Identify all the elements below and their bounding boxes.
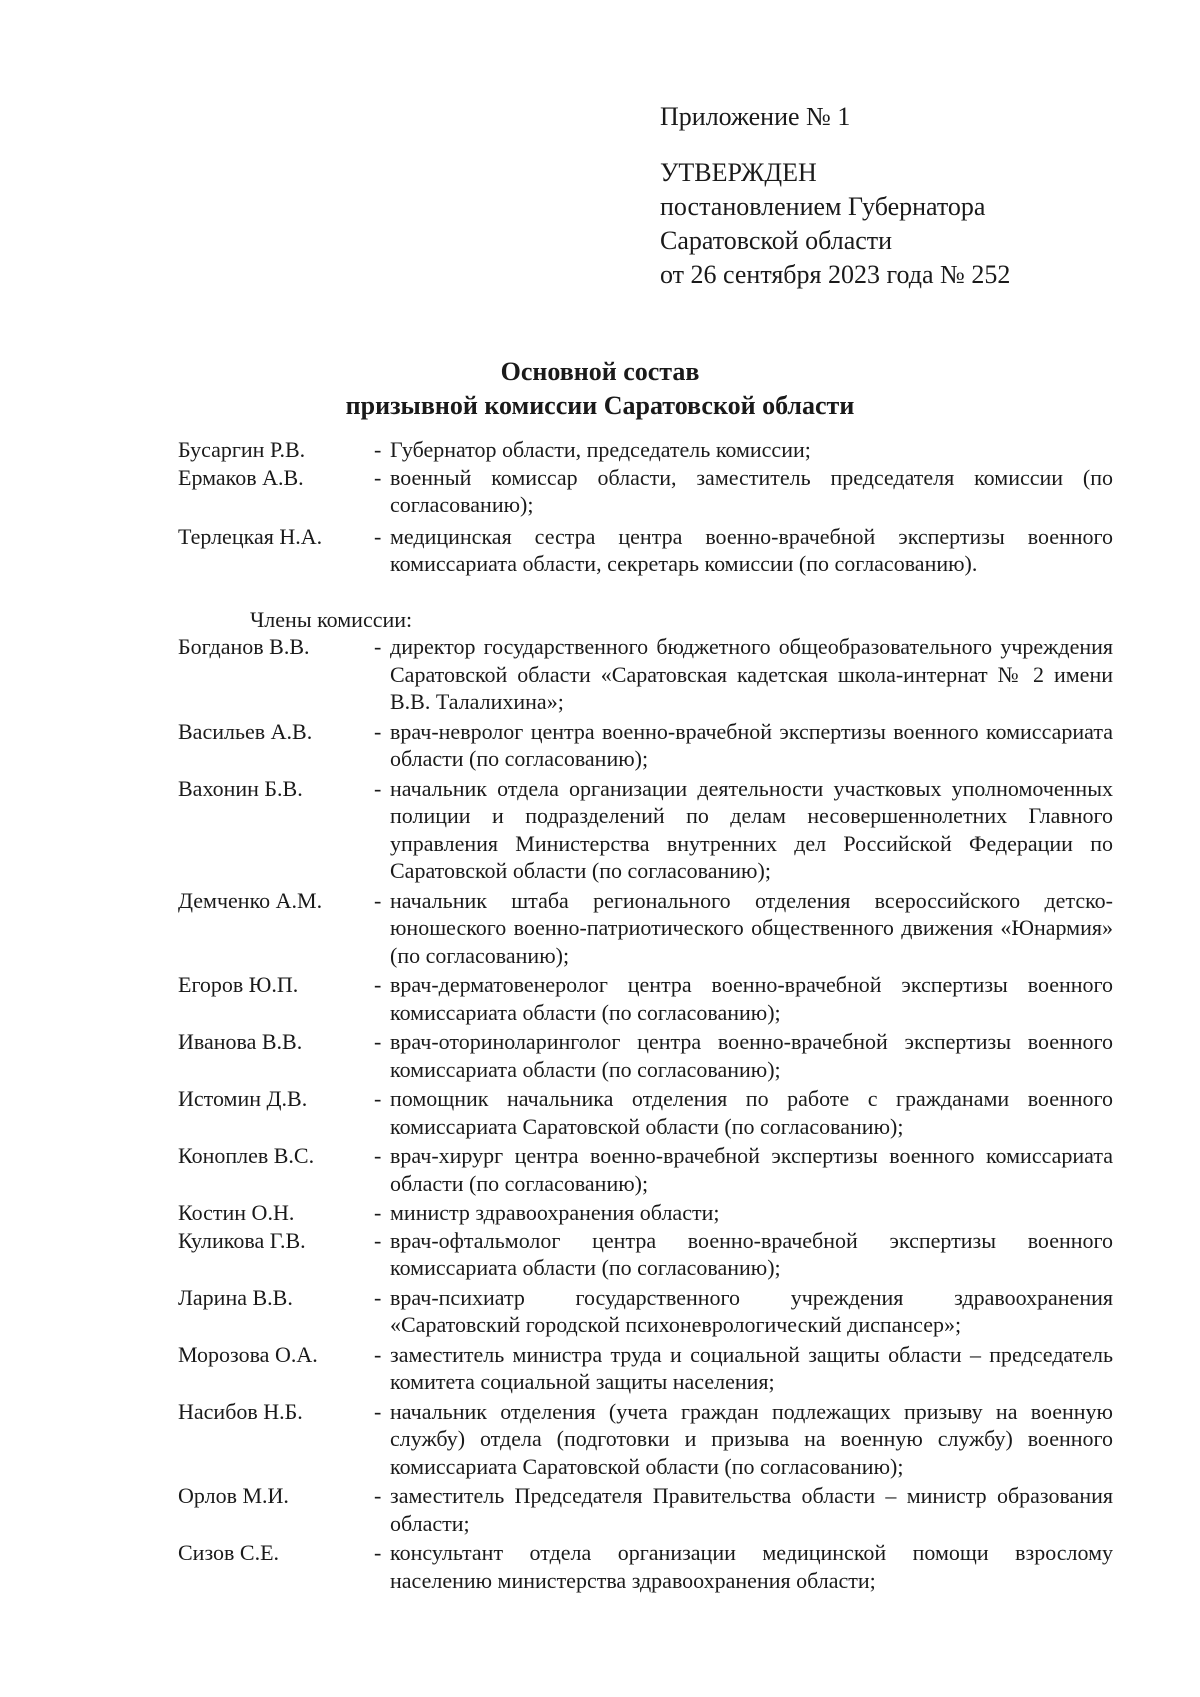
list-item xyxy=(178,1199,1113,1227)
list-item xyxy=(178,971,1113,1026)
member-role: Губернатор области, председатель комиссии; xyxy=(390,437,811,462)
member-role: врач-офтальмолог центра военно-врачебной экспертизы военного комиссариата области (по согласованию); xyxy=(390,1227,1113,1280)
dash: - xyxy=(374,1086,382,1111)
dash: - xyxy=(374,523,382,549)
approval-date-line: от 26 сентября 2023 года № 252 xyxy=(660,260,1011,289)
dash: - xyxy=(374,1540,382,1565)
member-role: врач-дерматовенеролог центра военно-врачебной экспертизы военного комиссариата области (по согласованию); xyxy=(390,972,1113,1025)
list-item xyxy=(178,1539,1113,1594)
dash: - xyxy=(374,1398,382,1424)
member-role: консультант отдела организации медицинской помощи взрослому населению министерства здравоохранения области; xyxy=(390,1540,1113,1593)
dash: - xyxy=(374,1284,382,1310)
member-name: Костин О.Н. xyxy=(178,1200,295,1225)
member-role: помощник начальника отделения по работе с гражданами военного комиссариата Саратовской области (по согласованию); xyxy=(390,1086,1113,1139)
dash: - xyxy=(374,1143,382,1168)
member-name: Ларина В.В. xyxy=(178,1284,293,1310)
member-name: Егоров Ю.П. xyxy=(178,972,299,997)
dash: - xyxy=(374,464,382,490)
list-item xyxy=(178,436,1113,464)
member-name: Вахонин Б.В. xyxy=(178,775,303,801)
list-item xyxy=(178,1284,1113,1339)
member-name: Куликова Г.В. xyxy=(178,1227,306,1253)
member-role: начальник штаба регионального отделения всероссийского детско-юношеского военно-патриотического общественного движения «Юнармия» (по согласованию); xyxy=(390,887,1113,968)
dash: - xyxy=(374,1483,382,1508)
approval-line: Саратовской области xyxy=(660,226,893,255)
dash: - xyxy=(374,718,382,744)
commission-list xyxy=(178,436,1113,1594)
title-line: Основной состав xyxy=(500,357,700,386)
list-item xyxy=(178,523,1113,578)
appendix-label: Приложение № 1 xyxy=(660,102,851,131)
member-name: Богданов В.В. xyxy=(178,634,310,659)
list-item xyxy=(178,464,1113,519)
dash: - xyxy=(374,634,382,659)
member-role: военный комиссар области, заместитель председателя комиссии (по согласованию); xyxy=(390,464,1113,517)
member-role: министр здравоохранения области; xyxy=(390,1200,720,1225)
member-role: начальник отдела организации деятельности участковых уполномоченных полиции и подразделений по делам несовершеннолетних Главного управления Министерства внутренних дел Российской Федерации по Саратовской области (по согласованию); xyxy=(390,775,1113,883)
member-role: начальник отделения (учета граждан подлежащих призыву на военную службу) отдела (подготовки и призыва на военную службу) военного комиссариата Саратовской области (по согласованию); xyxy=(390,1398,1113,1479)
list-item xyxy=(178,1398,1113,1481)
document-title xyxy=(0,355,1200,423)
approved-label: УТВЕРЖДЕН xyxy=(660,158,817,187)
member-name: Сизов С.Е. xyxy=(178,1540,280,1565)
list-item xyxy=(178,775,1113,885)
dash: - xyxy=(374,887,382,913)
dash: - xyxy=(374,1029,382,1054)
member-name: Бусаргин Р.В. xyxy=(178,437,306,462)
dash: - xyxy=(374,775,382,801)
member-role: врач-оториноларинголог центра военно-врачебной экспертизы военного комиссариата области (по согласованию); xyxy=(390,1029,1113,1082)
member-role: заместитель министра труда и социальной защиты области – председатель комитета социальной защиты населения; xyxy=(390,1341,1113,1394)
member-name: Морозова О.А. xyxy=(178,1341,318,1367)
list-item xyxy=(178,1028,1113,1083)
title-line: призывной комиссии Саратовской области xyxy=(345,391,855,420)
member-name: Терлецкая Н.А. xyxy=(178,523,323,549)
member-name: Орлов М.И. xyxy=(178,1483,289,1508)
approval-block xyxy=(660,100,1010,292)
list-item xyxy=(178,1085,1113,1140)
member-name: Ермаков А.В. xyxy=(178,464,304,490)
approval-line: постановлением Губернатора xyxy=(660,192,986,221)
list-item xyxy=(178,1227,1113,1282)
dash: - xyxy=(374,1200,382,1225)
member-role: медицинская сестра центра военно-врачебной экспертизы военного комиссариата области, секретарь комиссии (по согласованию). xyxy=(390,523,1113,576)
member-name: Демченко А.М. xyxy=(178,887,323,913)
list-item xyxy=(178,1341,1113,1396)
member-name: Васильев А.В. xyxy=(178,718,313,744)
member-role: директор государственного бюджетного общеобразовательного учреждения Саратовской области «Саратовская кадетская школа-интернат № 2 имени В.В. Талалихина»; xyxy=(390,634,1113,714)
member-name: Насибов Н.Б. xyxy=(178,1398,303,1424)
dash: - xyxy=(374,437,382,462)
member-role: врач-психиатр государственного учреждения здравоохранения «Саратовский городской психоневрологический диспансер»; xyxy=(390,1284,1113,1337)
members-heading: Члены комиссии: xyxy=(250,606,413,632)
member-role: заместитель Председателя Правительства области – министр образования области; xyxy=(390,1483,1113,1536)
dash: - xyxy=(374,1341,382,1367)
list-item xyxy=(178,887,1113,970)
member-name: Коноплев В.С. xyxy=(178,1143,315,1168)
dash: - xyxy=(374,1227,382,1253)
member-role: врач-хирург центра военно-врачебной экспертизы военного комиссариата области (по согласованию); xyxy=(390,1143,1113,1196)
member-name: Истомин Д.В. xyxy=(178,1086,308,1111)
list-item xyxy=(178,718,1113,773)
list-item xyxy=(178,633,1113,716)
member-name: Иванова В.В. xyxy=(178,1029,303,1054)
list-item xyxy=(178,1142,1113,1197)
list-item xyxy=(178,1482,1113,1537)
member-role: врач-невролог центра военно-врачебной экспертизы военного комиссариата области (по согласованию); xyxy=(390,718,1113,771)
dash: - xyxy=(374,972,382,997)
